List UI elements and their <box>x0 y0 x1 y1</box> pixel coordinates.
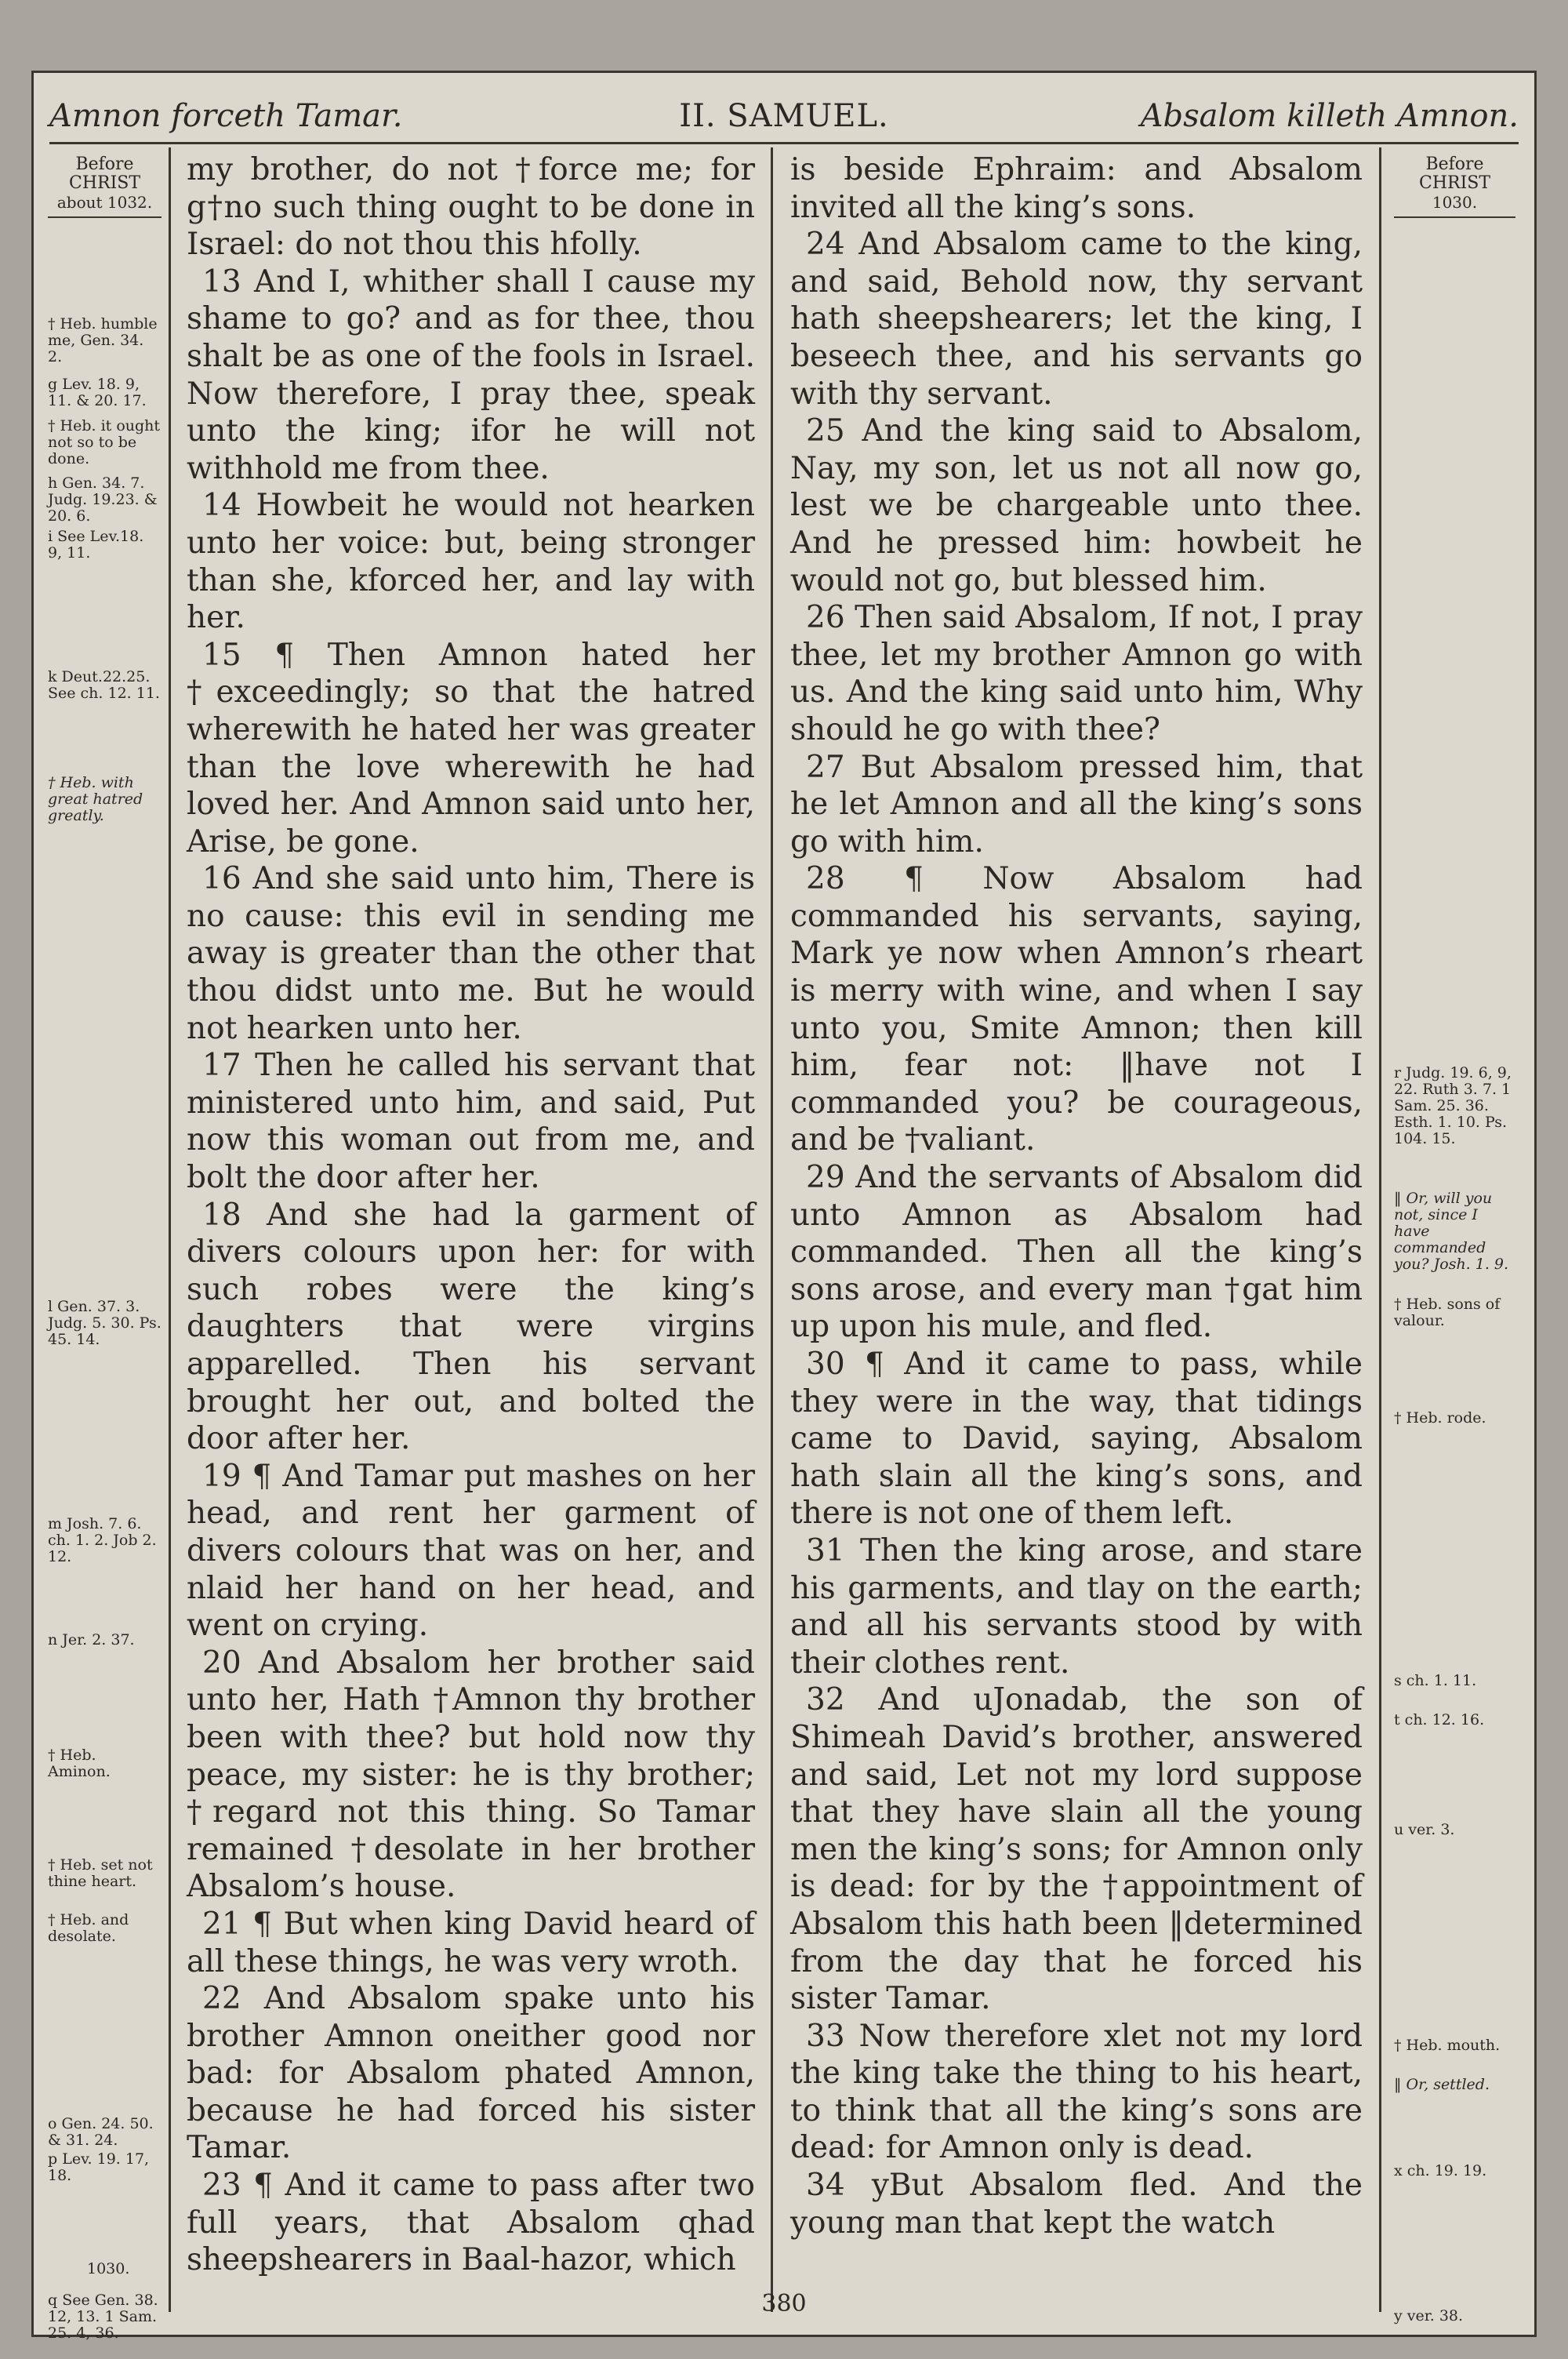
verse: 33 Now therefore xlet not my lord the king take the thing to his heart, to think that all the king’s sons are dead: for Amnon only is dead. <box>790 2018 1363 2166</box>
verse: 16 And she said unto him, There is no cause: this evil in sending me away is greater than the other that thou didst unto me. But he would not hearken unto her. <box>187 861 755 1046</box>
verse: 29 And the servants of Absalom did unto Amnon as Absalom had commanded. Then all the king’s sons arose, and every man †gat him up upon his mule, and fled. <box>790 1160 1363 1345</box>
verse: 21 ¶ But when king David heard of all these things, he was very wroth. <box>187 1906 755 1979</box>
margin-note: q See Gen. 38. 12, 13. 1 Sam. 25. 4, 36. <box>48 2292 158 2342</box>
margin-note: † Heb. Aminon. <box>48 1747 111 1780</box>
margin-note: † Heb. and desolate. <box>48 1911 129 1945</box>
margin-note: l Gen. 37. 3. Judg. 5. 30. Ps. 45. 14. <box>48 1298 162 1348</box>
verse: 26 Then said Absalom, If not, I pray thee, let my brother Amnon go with us. And the king said unto him, Why should he go with thee? <box>790 600 1363 747</box>
margin-note: n Jer. 2. 37. <box>48 1631 135 1648</box>
header-book-title: II. SAMUEL. <box>679 98 889 134</box>
margin-note: x ch. 19. 19. <box>1394 2162 1487 2179</box>
verse: 32 And uJonadab, the son of Shimeah David’s brother, answered and said, Let not my lord suppose that they have slain all the young men the king’s sons; for Amnon only is dead: for by the †appointment of Absalom this hath been ‖determined from the day that he forced his sister Tamar. <box>790 1682 1363 2017</box>
margin-note: m Josh. 7. 6. ch. 1. 2. Job 2. 12. <box>48 1515 157 1565</box>
text-column-left <box>187 151 755 2279</box>
right-christ-label: CHRIST <box>1418 173 1491 193</box>
running-header <box>49 87 1519 144</box>
margin-note: i See Lev.18. 9, 11. <box>48 528 144 562</box>
margin-note: ‖ Or, settled. <box>1394 2076 1490 2093</box>
right-before-christ <box>1394 155 1515 218</box>
right-date: 1030. <box>1432 193 1478 212</box>
margin-note: † Heb. mouth. <box>1394 2037 1501 2054</box>
margin-note: h Gen. 34. 7. Judg. 19.23. & 20. 6. <box>48 474 158 525</box>
verse: 30 ¶ And it came to pass, while they were in the way, that tidings came to David, saying, Absalom hath slain all the king’s sons, and there is not one of them left. <box>790 1347 1363 1532</box>
margin-note: † Heb. with great hatred greatly. <box>48 774 143 824</box>
right-margin-rule <box>1379 147 1381 2312</box>
margin-note: r Judg. 19. 6, 9, 22. Ruth 3. 7. 1 Sam. 25. 36. Esth. 1. 10. Ps. 104. 15. <box>1394 1064 1512 1147</box>
verse: 15 ¶ Then Amnon hated her †exceedingly; so that the hatred wherewith he hated her was greater than the love wherewith he had loved her. And Amnon said unto her, Arise, be gone. <box>187 637 755 860</box>
right-margin-notes <box>1394 154 1515 2324</box>
header-left-title: Amnon forceth Tamar. <box>49 98 403 134</box>
margin-note: p Lev. 19. 17, 18. <box>48 2150 150 2184</box>
verse: 27 But Absalom pressed him, that he let Amnon and all the king’s sons go with him. <box>790 749 1363 860</box>
margin-note: † Heb. sons of valour. <box>1394 1296 1501 1329</box>
left-christ-label: CHRIST <box>68 173 141 193</box>
margin-note: y ver. 38. <box>1394 2307 1464 2324</box>
verse: 34 yBut Absalom fled. And the young man that kept the watch <box>790 2168 1363 2241</box>
verse: 28 ¶ Now Absalom had commanded his servants, saying, Mark ye now when Amnon’s rheart is merry with wine, and when I say unto you, Smite Amnon; then kill him, fear not: ‖have not I commanded you? be courageous, and be †valiant. <box>790 861 1363 1158</box>
verse: 17 Then he called his servant that ministered unto him, and said, Put now this woman out from me, and bolt the door after her. <box>187 1048 755 1196</box>
verse: my brother, do not †force me; for g†no such thing ought to be done in Israel: do not thou this hfolly. <box>187 152 755 263</box>
verse: 20 And Absalom her brother said unto her, Hath †Amnon thy brother been with thee? but hold now thy peace, my sister: he is thy brother; †regard not this thing. So Tamar remained †desolate in her brother Absalom’s house. <box>187 1645 755 1905</box>
margin-note: † Heb. rode. <box>1394 1409 1486 1427</box>
left-date: about 1032. <box>56 193 153 212</box>
verse: 25 And the king said to Absalom, Nay, my son, let us not all now go, lest we be chargeable unto thee. And he pressed him: howbeit he would not go, but blessed him. <box>790 413 1363 598</box>
left-margin-rule <box>169 147 171 2312</box>
margin-note: s ch. 1. 11. <box>1394 1672 1477 1689</box>
margin-note: t ch. 12. 16. <box>1394 1711 1485 1728</box>
bible-page <box>31 71 1537 2342</box>
margin-note: ‖ Or, will you not, since I have commanded you? Josh. 1. 9. <box>1394 1190 1509 1273</box>
verse: 19 ¶ And Tamar put mashes on her head, and rent her garment of divers colours that was on her, and nlaid her hand on her head, and went on crying. <box>187 1458 755 1644</box>
margin-note: u ver. 3. <box>1394 1821 1455 1838</box>
verse: 13 And I, whither shall I cause my shame to go? and as for thee, thou shalt be as one of the fools in Israel. Now therefore, I pray thee, speak unto the king; ifor he will not withhold me from thee. <box>187 264 755 486</box>
margin-note: † Heb. it ought not so to be done. <box>48 417 161 467</box>
margin-note: † Heb. humble me, Gen. 34. 2. <box>48 315 158 365</box>
left-before-label: Before <box>75 154 134 174</box>
verse: 24 And Absalom came to the king, and said, Behold now, thy servant hath sheepshearers; let the king, I beseech thee, and his servants go with thy servant. <box>790 227 1363 412</box>
header-right-title: Absalom killeth Amnon. <box>1140 98 1519 134</box>
verse: 31 Then the king arose, and stare his garments, and tlay on the earth; and all his servants stood by with their clothes rent. <box>790 1532 1363 1681</box>
margin-note: † Heb. set not thine heart. <box>48 1856 153 1890</box>
margin-note: k Deut.22.25. See ch. 12. 11. <box>48 668 160 702</box>
margin-note: g Lev. 18. 9, 11. & 20. 17. <box>48 376 147 409</box>
left-margin-notes <box>48 154 162 2342</box>
column-divider <box>771 147 773 2312</box>
right-before-label: Before <box>1425 154 1484 174</box>
verse: 22 And Absalom spake unto his brother Amnon oneither good nor bad: for Absalom phated Amnon, because he had forced his sister Tamar. <box>187 1981 755 2166</box>
left-before-christ <box>48 155 162 218</box>
verse: is beside Ephraim: and Absalom invited all the king’s sons. <box>790 152 1363 225</box>
page-number: 380 <box>761 2290 807 2317</box>
margin-note: o Gen. 24. 50. & 31. 24. <box>48 2115 154 2149</box>
text-column-right <box>790 151 1363 2241</box>
verse: 18 And she had la garment of divers colours upon her: for with such robes were the king’s daughters that were virgins apparelled. Then his servant brought her out, and bolted the door after her. <box>187 1197 755 1457</box>
margin-note: 1030. <box>87 2260 130 2277</box>
verse: 23 ¶ And it came to pass after two full years, that Absalom qhad sheepshearers in Baal-hazor, which <box>187 2168 755 2278</box>
verse: 14 Howbeit he would not hearken unto her voice: but, being stronger than she, kforced her, and lay with her. <box>187 488 755 636</box>
